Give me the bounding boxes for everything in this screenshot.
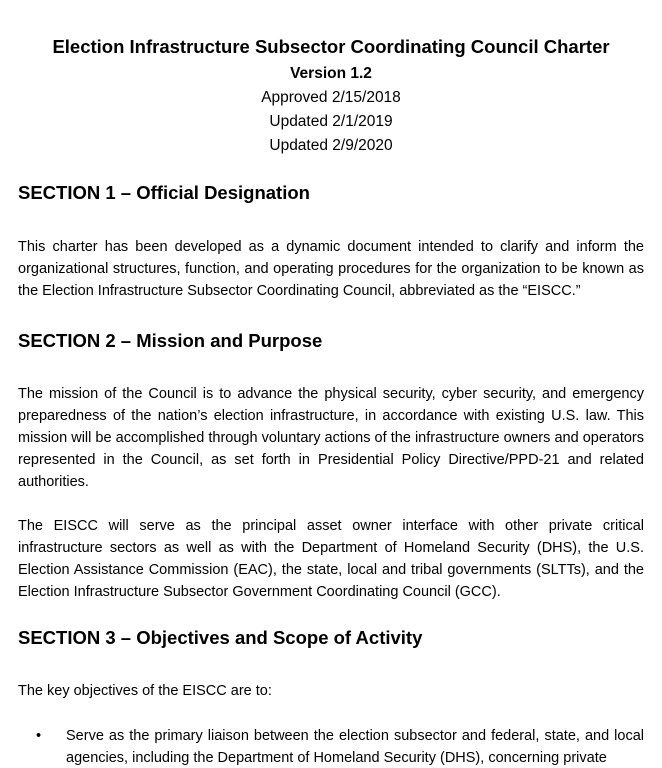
updated-date-2: Updated 2/9/2020 xyxy=(269,137,393,154)
section-1-paragraph-1: This charter has been developed as a dynamic document intended to clarify and inform the organizational structures, function, and operating procedures for the organization to be known as the Election Infrastructure Subsector Coordinating Council, abbreviated as the “EISCC.” xyxy=(18,239,644,299)
section-3-paragraph-1: The key objectives of the EISCC are to: xyxy=(18,683,272,699)
document-title: Election Infrastructure Subsector Coordinating Council Charter xyxy=(52,36,610,57)
updated-date-1: Updated 2/1/2019 xyxy=(269,113,393,130)
section-3-heading: SECTION 3 – Objectives and Scope of Activity xyxy=(18,627,423,648)
section-2-paragraph-1: The mission of the Council is to advance the physical security, cyber security, and emergency preparedness of the nation’s election infrastructure, in accordance with existing U.S. law. This mission will be accomplished through voluntary actions of the infrastructure owners and operators represented in the Council, as set forth in Presidential Policy Directive/PPD-21 and related authorities. xyxy=(18,386,644,490)
section-1-heading: SECTION 1 – Official Designation xyxy=(18,182,310,203)
document-version: Version 1.2 xyxy=(290,65,372,82)
bullet-text: Serve as the primary liaison between the election subsector and federal, state, and local agencies, including the Department of Homeland Security (DHS), concerning private xyxy=(66,728,644,766)
section-2-heading: SECTION 2 – Mission and Purpose xyxy=(18,330,323,351)
bullet-marker: • xyxy=(36,728,42,744)
section-2-paragraph-2: The EISCC will serve as the principal asset owner interface with other private critical infrastructure sectors as well as with the Department of Homeland Security (DHS), the U.S. Election Assistance Commission (EAC), the state, local and tribal governments (SLTTs), and the Election Infrastructure Subsector Government Coordinating Council (GCC). xyxy=(18,518,644,600)
approved-date: Approved 2/15/2018 xyxy=(261,89,401,106)
